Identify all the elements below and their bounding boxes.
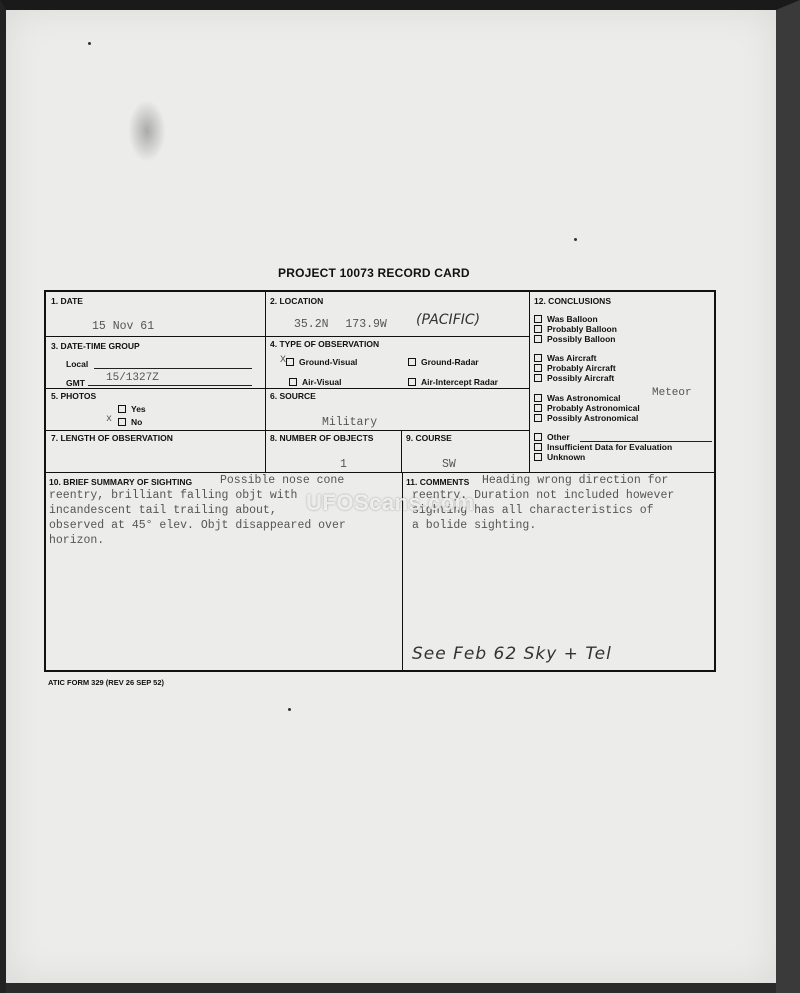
date-value: 15 Nov 61 (92, 320, 155, 333)
ground-visual-mark: X (280, 355, 287, 366)
observation-ground-visual[interactable]: Ground-Visual (286, 357, 357, 367)
grid-line (529, 292, 530, 472)
checkbox[interactable] (534, 374, 542, 382)
comments-first-line: Heading wrong direction for (482, 474, 669, 487)
form-footer: ATIC FORM 329 (REV 26 SEP 52) (48, 678, 165, 687)
grid-line (46, 336, 529, 337)
card-title: PROJECT 10073 RECORD CARD (278, 266, 470, 280)
checkbox[interactable] (534, 404, 542, 412)
dtg-label: 3. DATE-TIME GROUP (51, 341, 140, 351)
record-card (44, 290, 716, 672)
checkbox[interactable] (534, 354, 542, 362)
conclusion-probably-aircraft[interactable]: Probably Aircraft (534, 363, 616, 373)
checkbox[interactable] (408, 358, 416, 366)
smudge-mark (128, 100, 166, 162)
speck (574, 238, 577, 241)
summary-line: incandescent tail trailing about, (49, 504, 277, 517)
source-label: 6. SOURCE (270, 391, 316, 401)
course-label: 9. COURSE (406, 433, 452, 443)
conclusion-was-aircraft[interactable]: Was Aircraft (534, 353, 596, 363)
conclusion-probably-balloon[interactable]: Probably Balloon (534, 324, 617, 334)
location-value: 35.2N 173.9W (294, 318, 387, 331)
summary-line: horizon. (49, 534, 105, 547)
conclusion-probably-astronomical[interactable]: Probably Astronomical (534, 403, 640, 413)
comments-line: sighting has all characteristics of (412, 504, 654, 517)
conclusion-insufficient-data[interactable]: Insufficient Data for Evaluation (534, 442, 672, 452)
source-value: Military (322, 416, 378, 429)
watermark-logo: UFOScans.com (306, 490, 475, 515)
checkbox[interactable] (534, 394, 542, 402)
speck (88, 42, 91, 45)
summary-first-line: Possible nose cone (220, 474, 345, 487)
checkbox[interactable] (408, 378, 416, 386)
gmt-value: 15/1327Z (106, 372, 159, 384)
photos-no[interactable]: No (118, 417, 142, 427)
checkbox[interactable] (534, 364, 542, 372)
conclusion-was-balloon[interactable]: Was Balloon (534, 314, 598, 324)
summary-line: reentry, brilliant falling objt with (49, 489, 298, 502)
observation-ground-radar[interactable]: Ground-Radar (408, 357, 479, 367)
conclusion-possibly-balloon[interactable]: Possibly Balloon (534, 334, 616, 344)
checkbox[interactable] (118, 418, 126, 426)
grid-line (401, 430, 402, 472)
gmt-underline (88, 385, 252, 386)
grid-line (46, 430, 529, 431)
num-objects-value: 1 (340, 458, 347, 471)
summary-label: 10. BRIEF SUMMARY OF SIGHTING (49, 477, 193, 487)
checkbox[interactable] (286, 358, 294, 366)
checkbox[interactable] (534, 335, 542, 343)
observation-air-intercept[interactable]: Air-Intercept Radar (408, 377, 498, 387)
grid-line (46, 472, 716, 473)
comments-label: 11. COMMENTS (406, 477, 470, 487)
length-label: 7. LENGTH OF OBSERVATION (51, 433, 173, 443)
conclusions-label: 12. CONCLUSIONS (534, 296, 611, 306)
conclusion-unknown[interactable]: Unknown (534, 452, 585, 462)
comments-line: reentry. Duration not included however (412, 489, 675, 502)
conclusion-other[interactable]: Other (534, 432, 570, 442)
conclusion-was-astronomical[interactable]: Was Astronomical (534, 393, 621, 403)
checkbox[interactable] (534, 443, 542, 451)
location-note: (PACIFIC) (416, 312, 481, 328)
num-objects-label: 8. NUMBER OF OBJECTS (270, 433, 374, 443)
speck (288, 708, 291, 711)
checkbox[interactable] (534, 315, 542, 323)
local-underline (94, 368, 252, 369)
course-value: SW (442, 458, 456, 471)
gmt-label: GMT (66, 378, 85, 388)
date-label: 1. DATE (51, 296, 83, 306)
summary-line: observed at 45° elev. Objt disappeared over (49, 519, 346, 532)
checkbox[interactable] (118, 405, 126, 413)
handwritten-reference: See Feb 62 Sky + Tel (412, 644, 612, 664)
observation-label: 4. TYPE OF OBSERVATION (270, 339, 380, 349)
location-label: 2. LOCATION (270, 296, 324, 306)
observation-air-visual[interactable]: Air-Visual (289, 377, 342, 387)
photos-no-mark: x (106, 414, 113, 425)
grid-line (265, 292, 266, 472)
checkbox[interactable] (534, 325, 542, 333)
checkbox[interactable] (534, 414, 542, 422)
photos-label: 5. PHOTOS (51, 391, 97, 401)
checkbox[interactable] (534, 433, 542, 441)
conclusion-possibly-astronomical[interactable]: Possibly Astronomical (534, 413, 638, 423)
checkbox[interactable] (289, 378, 297, 386)
checkbox[interactable] (534, 453, 542, 461)
conclusion-possibly-aircraft[interactable]: Possibly Aircraft (534, 373, 614, 383)
photos-yes[interactable]: Yes (118, 404, 146, 414)
astro-note: Meteor (652, 387, 692, 399)
local-label: Local (66, 359, 89, 369)
grid-line (46, 388, 529, 389)
comments-line: a bolide sighting. (412, 519, 537, 532)
